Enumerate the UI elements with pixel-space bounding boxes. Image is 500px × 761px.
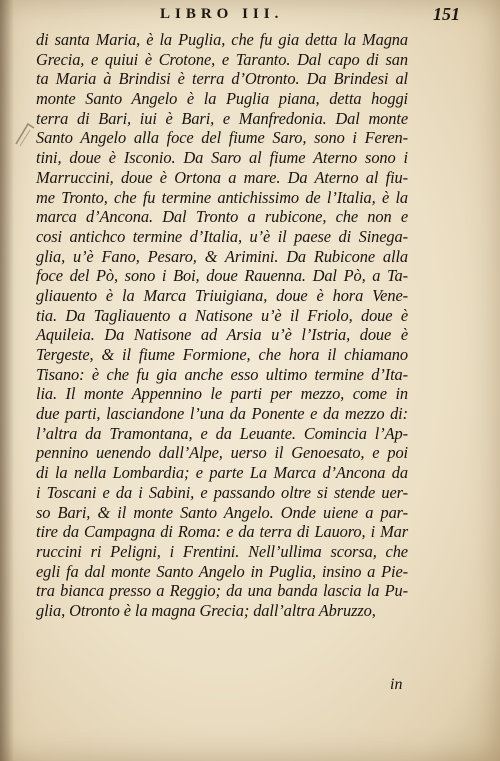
text-line: marca d’Ancona. Dal Tronto a rubicone, che non e xyxy=(36,207,408,227)
body-text xyxy=(36,30,408,621)
text-line: Tergeste, & il fiume Formione, che hora il chiamano xyxy=(36,345,408,364)
text-line: egli fa dal monte Santo Angelo in Puglia, insino a Pie- xyxy=(36,561,408,581)
text-line: l’altra da Tramontana, e da Leuante. Comincia l’Ap- xyxy=(36,423,408,443)
running-head: LIBRO III. xyxy=(160,6,284,22)
text-line: tini, doue è Isconio. Da Saro al fiume Aterno sono i xyxy=(36,148,408,168)
text-line: di la nella Lombardia; e parte La Marca d’Ancona da xyxy=(36,463,408,483)
text-line: pennino uenendo dall’Alpe, uerso il Genoesato, e poi xyxy=(36,443,408,463)
text-line: ta Maria à Brindisi è terra d’Otronto. Da Brindesi al xyxy=(36,69,408,89)
text-line: Tisano: è che fu gia anche esso ultimo termine d’Ita- xyxy=(36,364,408,384)
text-line: i Toscani e da i Sabini, e passando oltre si stende uer- xyxy=(36,482,408,502)
page-number: 151 xyxy=(433,4,460,24)
text-line: lia. Il monte Appennino le parti per mezzo, come in xyxy=(36,384,408,404)
text-line: gliauento è la Marca Triuigiana, doue è hora Vene- xyxy=(36,285,408,305)
text-line: foce del Pò, sono i Boi, doue Rauenna. Dal Pò, a Ta- xyxy=(36,266,408,286)
text-line: so Bari, & il monte Santo Angelo. Onde uiene a par- xyxy=(36,502,408,522)
text-line: tia. Da Tagliauento a Natisone u’è il Friolo, doue è xyxy=(36,305,408,325)
text-line: Grecia, e quiui è Crotone, e Taranto. Dal capo di san xyxy=(36,49,408,69)
text-line: di santa Maria, è la Puglia, che fu gia detta la Magna xyxy=(36,30,408,49)
text-line: Aquileia. Da Natisone ad Arsia u’è l’Istria, doue è xyxy=(36,325,408,345)
text-line: ruccini ri Peligni, i Frentini. Nell’ullima scorsa, che xyxy=(36,541,408,561)
text-line: terra di Bari, iui è Bari, e Manfredonia. Dal monte xyxy=(36,108,408,128)
text-line: tra bianca presso a Reggio; da una banda lascia la Pu- xyxy=(36,581,408,601)
text-line: glia, u’è Fano, Pesaro, & Arimini. Da Rubicone alla xyxy=(36,246,408,266)
text-line: glia, Otronto è la magna Grecia; dall’altra Abruzzo, xyxy=(36,600,376,620)
text-line: due parti, lasciandone l’una da Ponente e da mezzo di: xyxy=(36,404,408,424)
text-line: Santo Angelo alla foce del fiume Saro, sono i Feren- xyxy=(36,128,408,148)
text-line: tire da Campagna di Roma: e da terra di Lauoro, i Mar xyxy=(36,522,408,542)
text-line: cosi antichco termine d’Italia, u’è il paese di Sinega- xyxy=(36,226,408,246)
catchword: in xyxy=(390,676,403,693)
page-gutter-shadow xyxy=(0,0,14,761)
page-header xyxy=(130,4,460,26)
text-line: me Tronto, che fu termine antichissimo de l’Italia, è la xyxy=(36,187,408,207)
text-line: monte Santo Angelo è la Puglia piana, detta hoggi xyxy=(36,89,408,109)
text-line: Marruccini, doue è Ortona a mare. Da Aterno al fiu- xyxy=(36,167,408,187)
